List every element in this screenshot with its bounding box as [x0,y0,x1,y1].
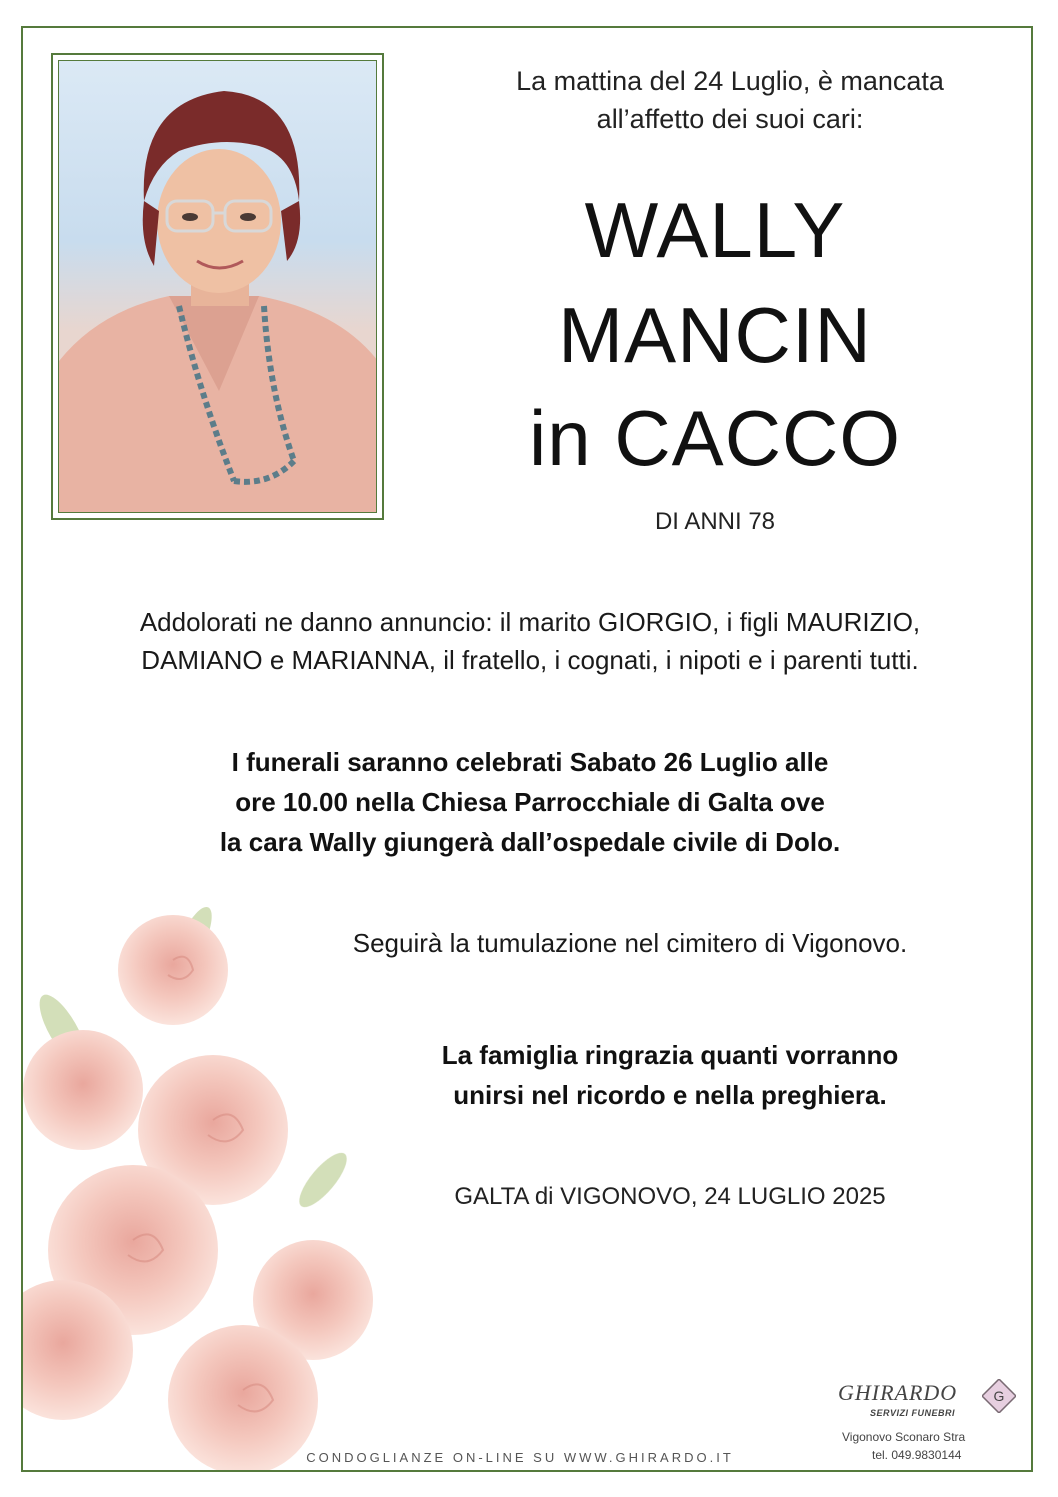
logo-towns: Vigonovo Sconaro Stra [842,1430,966,1444]
logo-name: GHIRARDO [838,1380,958,1405]
logo-phone: tel. 049.9830144 [872,1448,962,1462]
portrait-photo [58,60,377,513]
thanks-line-1: La famiglia ringrazia quanti vorranno [441,1040,899,1070]
portrait-illustration [59,61,377,513]
deceased-first-name: WALLY [584,186,846,274]
place-date: GALTA di VIGONOVO, 24 LUGLIO 2025 [454,1183,886,1210]
footer-condolences: CONDOGLIANZE ON-LINE SU WWW.GHIRARDO.IT [306,1450,734,1465]
roses-decoration [23,880,403,1470]
funeral-line-1: I funerali saranno celebrati Sabato 26 Luglio alle [231,747,829,777]
deceased-age: DI ANNI 78 [654,508,776,535]
intro-line-2: all’affetto dei suoi cari: [596,104,864,134]
logo-subtitle: SERVIZI FUNEBRI [870,1408,956,1418]
announcement-line-1: Addolorati ne danno annuncio: il marito GIORGIO, i figli MAURIZIO, [139,607,921,637]
logo-mark-letter: G [993,1388,1005,1404]
announcement-line-2: DAMIANO e MARIANNA, il fratello, i cognati, i nipoti e i parenti tutti. [141,645,919,675]
burial-text: Seguirà la tumulazione nel cimitero di Vigonovo. [352,928,908,958]
funeral-line-2: ore 10.00 nella Chiesa Parrocchiale di Galta ove [235,787,825,817]
logo-diamond-icon [982,1379,1016,1413]
deceased-last-name: MANCIN [558,291,872,379]
funeral-home-logo [830,1375,1030,1470]
deceased-married-name: in CACCO [528,394,902,482]
intro-line-1: La mattina del 24 Luglio, è mancata [516,66,944,96]
thanks-text [340,1035,1000,1115]
thanks-line-2: unirsi nel ricordo e nella preghiera. [453,1080,887,1110]
portrait-frame [51,53,384,520]
funeral-text [40,742,1020,862]
funeral-line-3: la cara Wally giungerà dall’ospedale civile di Dolo. [219,827,841,857]
announcement-text [40,603,1020,679]
intro-text [430,62,1030,138]
